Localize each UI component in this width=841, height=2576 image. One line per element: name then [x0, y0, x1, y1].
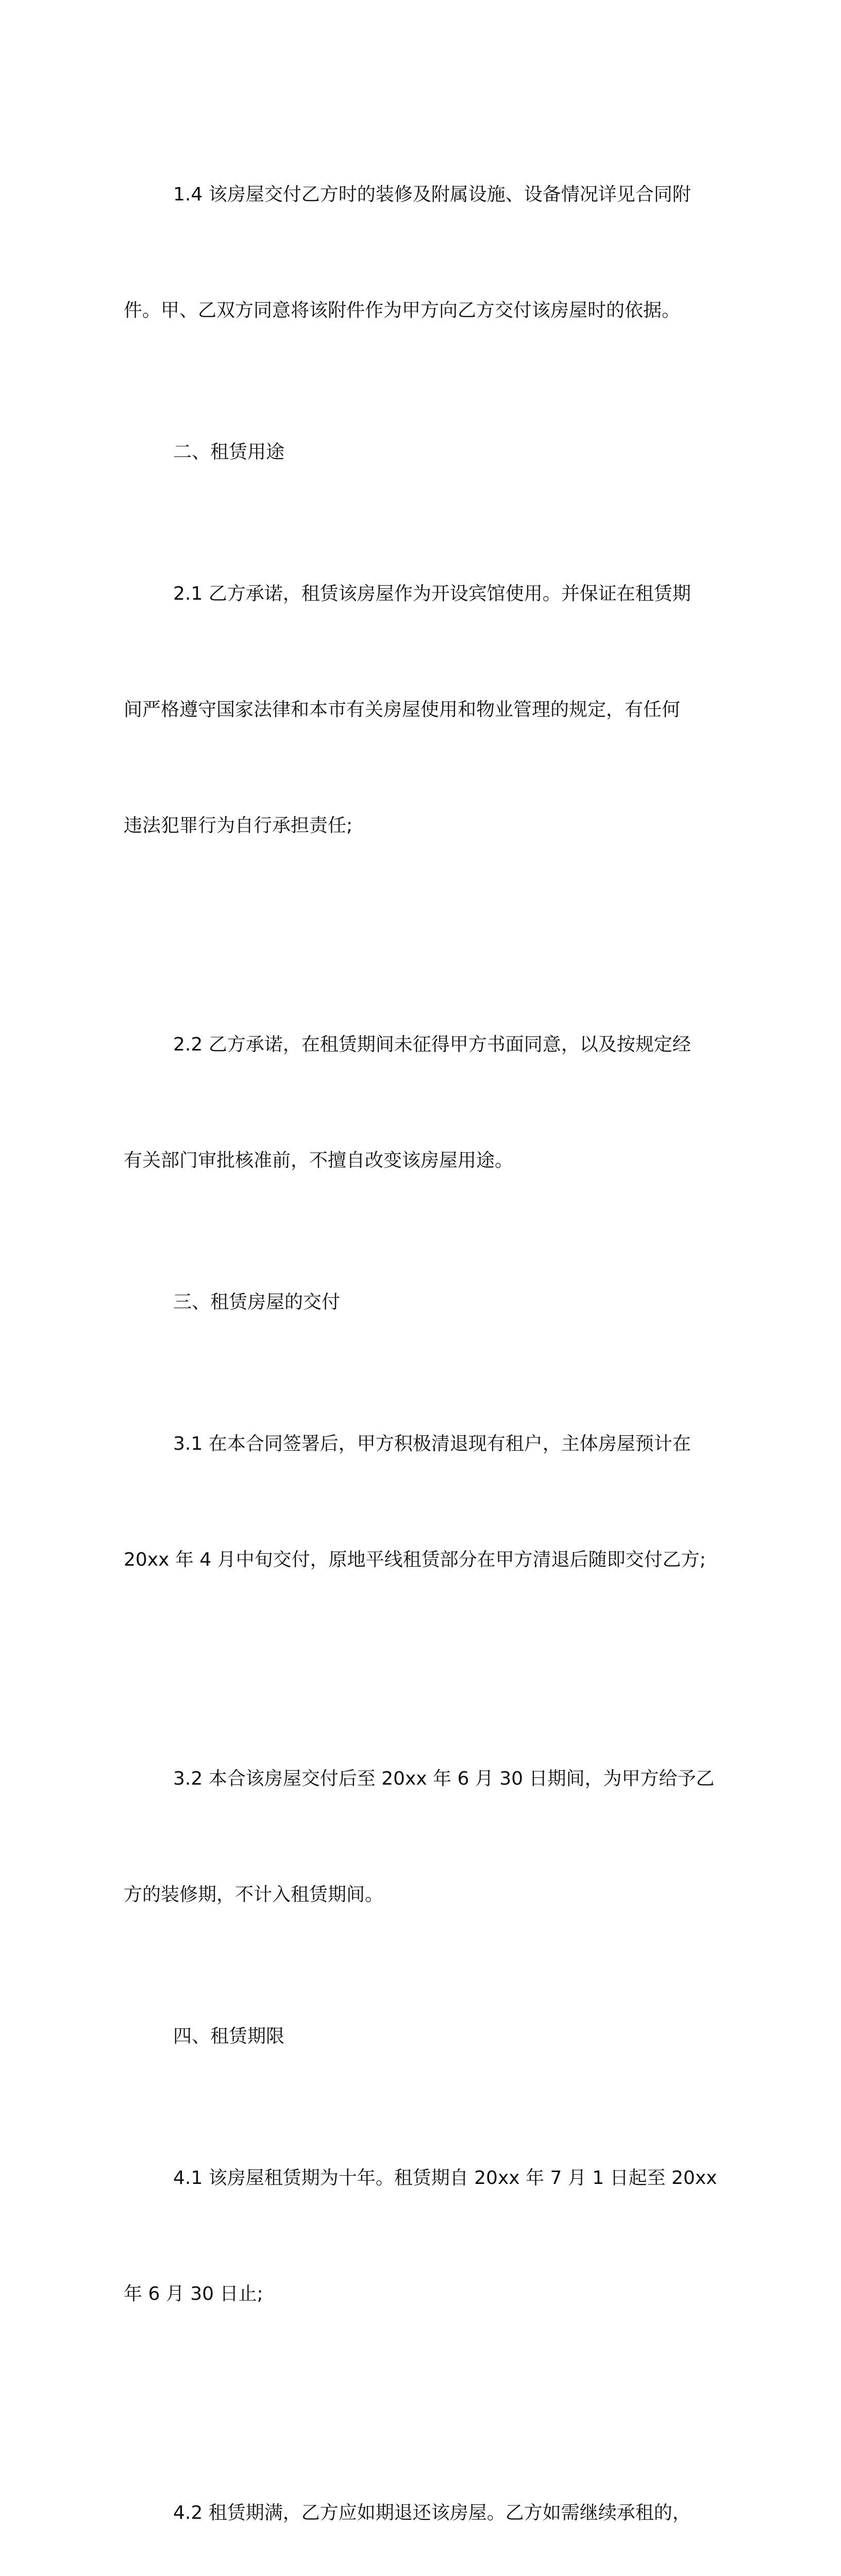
clause-4-2	[124, 2416, 721, 2576]
clause-line: 20xx 年 4 月中旬交付，原地平线租赁部分在甲方清退后随即交付乙方;	[124, 1549, 706, 1570]
clause-line: 3.2 本合该房屋交付后至 20xx 年 6 月 30 日期间，为甲方给予乙	[173, 1768, 715, 1789]
clause-4-1	[124, 2081, 721, 2391]
clause-2-1	[124, 497, 721, 922]
section-heading-4: 四、租赁期限	[173, 2026, 285, 2047]
clause-2-2	[124, 948, 721, 1257]
clause-line: 1.4 该房屋交付乙方时的装修及附属设施、设备情况详见合同附	[173, 184, 691, 205]
clause-line: 年 6 月 30 日止;	[124, 2283, 263, 2304]
clause-line: 间严格遵守国家法律和本市有关房屋使用和物业管理的规定，有任何	[124, 699, 681, 720]
clause-3-1	[124, 1347, 721, 1656]
clause-line: 3.1 在本合同签署后，甲方积极清退现有租户，主体房屋预计在	[173, 1433, 691, 1454]
section-heading-3: 三、租赁房屋的交付	[173, 1292, 341, 1313]
clause-1-4	[124, 98, 721, 407]
clause-3-2	[124, 1682, 721, 1991]
clause-line: 2.2 乙方承诺，在租赁期间未征得甲方书面同意，以及按规定经	[173, 1034, 691, 1055]
clause-line: 4.2 租赁期满，乙方应如期退还该房屋。乙方如需继续承租的，	[173, 2502, 691, 2523]
clause-line: 违法犯罪行为自行承担责任;	[124, 815, 353, 836]
clause-line: 件。甲、乙双方同意将该附件作为甲方向乙方交付该房屋时的依据。	[124, 300, 681, 321]
clause-line: 方的装修期，不计入租赁期间。	[124, 1884, 384, 1905]
clause-line: 2.1 乙方承诺，租赁该房屋作为开设宾馆使用。并保证在租赁期	[173, 583, 691, 604]
clause-line: 有关部门审批核准前，不擅自改变该房屋用途。	[124, 1150, 514, 1171]
section-heading-2: 二、租赁用途	[173, 442, 285, 463]
document-body	[124, 98, 721, 2576]
clause-line: 4.1 该房屋租赁期为十年。租赁期自 20xx 年 7 月 1 日起至 20xx	[173, 2167, 717, 2189]
